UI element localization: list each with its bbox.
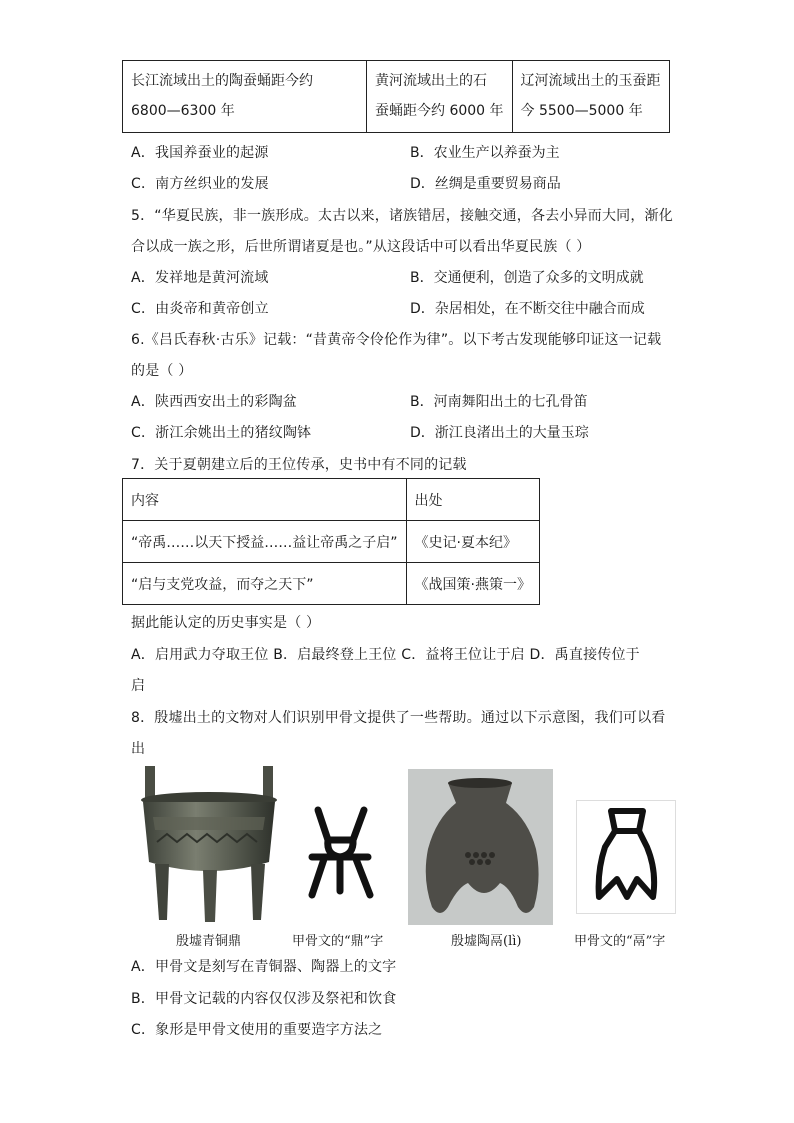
cell-line: 辽河流域出土的玉蚕距 bbox=[520, 73, 661, 89]
table-cell bbox=[367, 61, 513, 133]
caption-oracle-li: 甲骨文的“鬲”字 bbox=[574, 934, 666, 949]
cell-line: 6800—6300 年 bbox=[131, 103, 235, 119]
option-a[interactable]: A．甲骨文是刻写在青铜器、陶器上的文字 bbox=[131, 959, 397, 975]
option-b[interactable]: B．交通便利，创造了众多的文明成就 bbox=[410, 270, 644, 286]
succession-table bbox=[122, 478, 540, 605]
option-c[interactable]: C．由炎帝和黄帝创立 bbox=[131, 301, 269, 317]
table-cell: “启与支党攻益，而夺之天下” bbox=[123, 563, 407, 605]
table-header-source: 出处 bbox=[406, 479, 539, 521]
option-d[interactable]: D．丝绸是重要贸易商品 bbox=[410, 176, 561, 192]
option-b[interactable]: B．农业生产以养蚕为主 bbox=[410, 145, 560, 161]
question-8-stem-cont: 出 bbox=[131, 741, 146, 757]
question-8-stem: 8．殷墟出土的文物对人们识别甲骨文提供了一些帮助。通过以下示意图，我们可以看 bbox=[131, 710, 666, 726]
option-d[interactable]: D．浙江良渚出土的大量玉琮 bbox=[410, 425, 589, 441]
option-a[interactable]: A．我国养蚕业的起源 bbox=[131, 145, 269, 161]
cell-line: 长江流域出土的陶蚕蛹距今约 bbox=[131, 73, 313, 89]
oracle-ding-glyph bbox=[298, 795, 383, 910]
option-c[interactable]: C．象形是甲骨文使用的重要造字方法之 bbox=[131, 1022, 383, 1038]
question-5-stem-cont: 合以成一族之形，后世所谓诸夏是也。”从这段话中可以看出华夏民族（ ） bbox=[131, 239, 591, 255]
question-7-prompt: 据此能认定的历史事实是（ ） bbox=[131, 615, 321, 631]
cell-line: 蚕蛹距今约 6000 年 bbox=[375, 103, 504, 119]
table-cell: 《战国策·燕策一》 bbox=[406, 563, 539, 605]
question-6-stem: 6.《吕氏春秋·古乐》记载：“昔黄帝令伶伦作为律”。以下考古发现能够印证这一记载 bbox=[131, 332, 662, 348]
question-5-stem: 5．“华夏民族，非一族形成。太古以来，诸族错居，接触交通，各去小异而大同，渐化 bbox=[131, 208, 673, 224]
option-a[interactable]: A．陕西西安出土的彩陶盆 bbox=[131, 394, 297, 410]
table-cell bbox=[123, 61, 367, 133]
cell-line: 黄河流域出土的石 bbox=[375, 73, 487, 89]
table-cell bbox=[512, 61, 669, 133]
silkworm-table bbox=[122, 60, 670, 133]
option-b[interactable]: B．甲骨文记载的内容仅仅涉及祭祀和饮食 bbox=[131, 991, 397, 1007]
question-7-stem: 7．关于夏朝建立后的王位传承，史书中有不同的记载 bbox=[131, 457, 467, 473]
caption-bronze-ding: 殷墟青铜鼎 bbox=[176, 934, 242, 949]
cell-line: 今 5500—5000 年 bbox=[520, 103, 643, 119]
option-c[interactable]: C．浙江余姚出土的猪纹陶钵 bbox=[131, 425, 312, 441]
bronze-ding-image bbox=[133, 762, 283, 925]
table-cell: 《史记·夏本纪》 bbox=[406, 521, 539, 563]
option-d[interactable]: D．杂居相处，在不断交往中融合而成 bbox=[410, 301, 645, 317]
question-6-stem-cont: 的是（ ） bbox=[131, 363, 193, 379]
option-a[interactable]: A．发祥地是黄河流域 bbox=[131, 270, 269, 286]
table-cell: “帝禹……以天下授益……益让帝禹之子启” bbox=[123, 521, 407, 563]
question-7-options-wrap: 启 bbox=[131, 678, 146, 694]
oracle-li-glyph bbox=[576, 800, 676, 914]
caption-oracle-ding: 甲骨文的“鼎”字 bbox=[292, 934, 384, 949]
pottery-li-image bbox=[408, 769, 553, 925]
caption-pottery-li: 殷墟陶鬲(lì) bbox=[451, 934, 522, 949]
question-7-options[interactable]: A．启用武力夺取王位 B．启最终登上王位 C．益将王位让于启 D．禹直接传位于 bbox=[131, 647, 640, 663]
option-b[interactable]: B．河南舞阳出土的七孔骨笛 bbox=[410, 394, 588, 410]
table-header-content: 内容 bbox=[123, 479, 407, 521]
option-c[interactable]: C．南方丝织业的发展 bbox=[131, 176, 269, 192]
